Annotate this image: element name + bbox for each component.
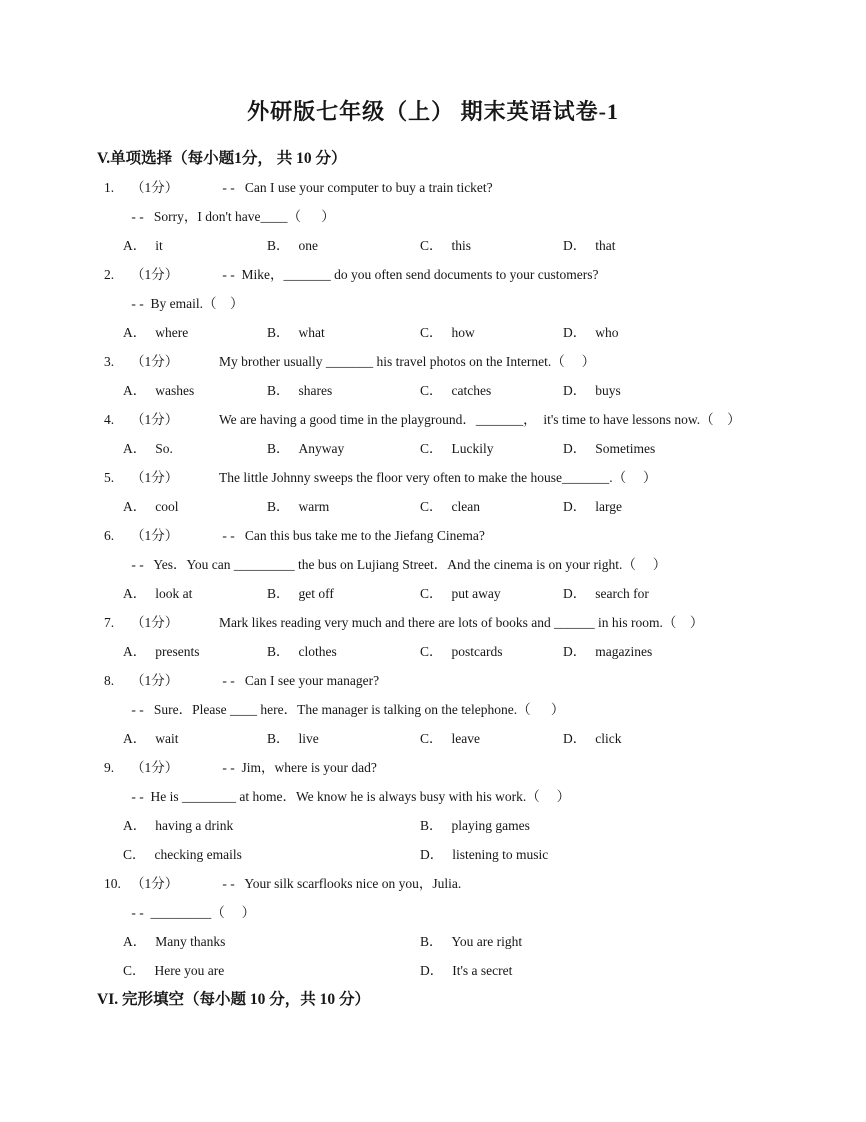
option-a xyxy=(123,492,267,521)
option-label: B． xyxy=(420,818,443,833)
option-d xyxy=(563,637,866,666)
option-d xyxy=(563,376,866,405)
option-b xyxy=(267,492,420,521)
question-3 xyxy=(0,347,866,405)
question-10 xyxy=(0,869,866,985)
option-text: get off xyxy=(298,586,334,601)
question-stem: The little Johnny sweeps the floor very often to make the house_______.（ ） xyxy=(219,470,657,485)
option-label: B． xyxy=(267,644,290,659)
question-number: 7. xyxy=(104,615,115,630)
option-label: D． xyxy=(563,441,587,456)
option-label: B． xyxy=(267,325,290,340)
option-label: D． xyxy=(420,963,444,978)
section-heading-choice: V.单项选择（每小题1分， 共 10 分） xyxy=(97,150,347,167)
option-text: wait xyxy=(155,731,179,746)
option-a xyxy=(123,811,420,840)
option-text: live xyxy=(298,731,319,746)
option-b xyxy=(267,434,420,463)
option-text: Luckily xyxy=(451,441,494,456)
question-8 xyxy=(0,666,866,753)
option-a xyxy=(123,434,267,463)
option-label: A． xyxy=(123,644,147,659)
options-row xyxy=(0,376,866,405)
question-number: 4. xyxy=(104,412,115,427)
option-label: B． xyxy=(420,934,443,949)
question-9 xyxy=(0,753,866,869)
option-label: B． xyxy=(267,586,290,601)
question-score: （1分） xyxy=(131,267,179,282)
question-5 xyxy=(0,463,866,521)
question-score: （1分） xyxy=(131,760,179,775)
option-text: clothes xyxy=(298,644,337,659)
option-c xyxy=(123,956,420,985)
question-score: （1分） xyxy=(131,673,179,688)
question-number: 3. xyxy=(104,354,115,369)
question-stem-line xyxy=(0,405,866,434)
questions-list xyxy=(0,173,866,985)
option-label: D． xyxy=(563,238,587,253)
question-score: （1分） xyxy=(131,180,179,195)
question-number: 2. xyxy=(104,267,115,282)
option-b xyxy=(267,318,420,347)
option-a xyxy=(123,376,267,405)
option-text: Anyway xyxy=(298,441,345,456)
question-7 xyxy=(0,608,866,666)
question-stem-continuation: - - Sorry，I don't have____（ ） xyxy=(128,209,335,224)
option-text: what xyxy=(298,325,325,340)
option-label: B． xyxy=(267,238,290,253)
option-label: C． xyxy=(123,963,146,978)
option-text: having a drink xyxy=(155,818,234,833)
option-d xyxy=(563,434,866,463)
question-stem-line xyxy=(0,173,866,202)
question-stem-line xyxy=(0,753,866,782)
option-d xyxy=(563,579,866,608)
question-stem-continuation: - - By email.（ ） xyxy=(128,296,244,311)
option-text: clean xyxy=(451,499,480,514)
option-label: A． xyxy=(123,731,147,746)
question-stem-line xyxy=(0,463,866,492)
option-text: this xyxy=(451,238,472,253)
option-b xyxy=(267,376,420,405)
option-a xyxy=(123,318,267,347)
question-stem: - - Can this bus take me to the Jiefang Cinema? xyxy=(219,528,485,543)
question-score: （1分） xyxy=(131,876,179,891)
option-label: D． xyxy=(420,847,444,862)
option-text: where xyxy=(155,325,189,340)
question-stem: Mark likes reading very much and there are lots of books and ______ in his room.（ ） xyxy=(219,615,704,630)
options-row xyxy=(0,811,866,840)
option-label: C． xyxy=(420,441,443,456)
option-c xyxy=(420,637,563,666)
question-score: （1分） xyxy=(131,528,179,543)
question-number: 9. xyxy=(104,760,115,775)
question-1 xyxy=(0,173,866,260)
question-2 xyxy=(0,260,866,347)
option-text: Here you are xyxy=(154,963,225,978)
option-text: look at xyxy=(155,586,193,601)
question-score: （1分） xyxy=(131,615,179,630)
option-b xyxy=(267,231,420,260)
question-number: 10. xyxy=(104,876,121,891)
options-row xyxy=(0,724,866,753)
option-a xyxy=(123,724,267,753)
option-c xyxy=(420,376,563,405)
option-label: A． xyxy=(123,238,147,253)
option-d xyxy=(420,956,866,985)
option-text: washes xyxy=(155,383,195,398)
option-text: You are right xyxy=(451,934,523,949)
option-text: that xyxy=(595,238,616,253)
option-d xyxy=(563,231,866,260)
option-text: magazines xyxy=(595,644,653,659)
option-d xyxy=(420,840,866,869)
page-title: 外研版七年级（上） 期末英语试卷-1 xyxy=(247,99,619,124)
option-label: B． xyxy=(267,441,290,456)
options-row xyxy=(0,434,866,463)
option-label: C． xyxy=(420,325,443,340)
question-stem: My brother usually _______ his travel photos on the Internet.（ ） xyxy=(219,354,596,369)
option-text: postcards xyxy=(451,644,503,659)
option-label: A． xyxy=(123,325,147,340)
option-text: it xyxy=(155,238,163,253)
option-label: D． xyxy=(563,731,587,746)
option-b xyxy=(267,637,420,666)
option-label: A． xyxy=(123,499,147,514)
question-number: 8. xyxy=(104,673,115,688)
option-d xyxy=(563,492,866,521)
option-text: buys xyxy=(595,383,621,398)
options-row xyxy=(0,231,866,260)
question-score: （1分） xyxy=(131,354,179,369)
options-row xyxy=(0,318,866,347)
question-stem-continuation: - - He is ________ at home．We know he is always busy with his work.（ ） xyxy=(128,789,571,804)
question-stem-line xyxy=(0,260,866,289)
option-label: A． xyxy=(123,818,147,833)
question-stem-continuation: - - Sure．Please ____ here．The manager is talking on the telephone.（ ） xyxy=(128,702,565,717)
options-row xyxy=(0,637,866,666)
options-row xyxy=(0,840,866,869)
option-label: D． xyxy=(563,644,587,659)
question-number: 5. xyxy=(104,470,115,485)
option-label: D． xyxy=(563,499,587,514)
option-label: C． xyxy=(420,644,443,659)
question-6 xyxy=(0,521,866,608)
question-stem-line xyxy=(0,869,866,898)
option-text: Sometimes xyxy=(595,441,656,456)
option-text: search for xyxy=(595,586,649,601)
option-label: C． xyxy=(420,238,443,253)
option-label: A． xyxy=(123,383,147,398)
question-stem: - - Your silk scarflooks nice on you，Julia. xyxy=(219,876,462,891)
option-c xyxy=(420,434,563,463)
option-label: C． xyxy=(420,586,443,601)
option-label: A． xyxy=(123,441,147,456)
option-text: playing games xyxy=(451,818,530,833)
option-a xyxy=(123,579,267,608)
options-row xyxy=(0,956,866,985)
option-text: It's a secret xyxy=(452,963,513,978)
option-label: D． xyxy=(563,383,587,398)
question-number: 6. xyxy=(104,528,115,543)
option-text: who xyxy=(595,325,619,340)
section-heading-cloze: VI. 完形填空（每小题 10 分，共 10 分） xyxy=(97,991,370,1008)
question-stem-line xyxy=(0,666,866,695)
option-c xyxy=(420,724,563,753)
option-a xyxy=(123,927,420,956)
question-stem-line xyxy=(0,608,866,637)
option-label: C． xyxy=(420,383,443,398)
option-text: checking emails xyxy=(154,847,242,862)
question-4 xyxy=(0,405,866,463)
option-c xyxy=(420,231,563,260)
option-text: leave xyxy=(451,731,480,746)
option-text: warm xyxy=(298,499,330,514)
option-c xyxy=(123,840,420,869)
question-stem: - - Jim，where is your dad? xyxy=(219,760,377,775)
option-c xyxy=(420,492,563,521)
option-d xyxy=(563,318,866,347)
option-label: C． xyxy=(420,499,443,514)
option-label: D． xyxy=(563,586,587,601)
question-stem-line xyxy=(0,347,866,376)
question-stem: We are having a good time in the playground．_______， it's time to have lessons now.（ ） xyxy=(219,412,741,427)
option-text: put away xyxy=(451,586,501,601)
question-stem: - - Mike，_______ do you often send documents to your customers? xyxy=(219,267,599,282)
option-text: presents xyxy=(155,644,200,659)
option-label: C． xyxy=(420,731,443,746)
options-row xyxy=(0,927,866,956)
option-text: how xyxy=(451,325,475,340)
question-stem: - - Can I see your manager? xyxy=(219,673,380,688)
option-text: one xyxy=(298,238,319,253)
question-stem-continuation: - - Yes．You can _________ the bus on Lujiang Street．And the cinema is on your right.（ ） xyxy=(128,557,667,572)
option-b xyxy=(420,811,866,840)
option-b xyxy=(420,927,866,956)
question-stem-continuation: - - _________（ ） xyxy=(128,905,256,920)
option-text: listening to music xyxy=(452,847,549,862)
option-text: Many thanks xyxy=(155,934,226,949)
option-a xyxy=(123,231,267,260)
question-number: 1. xyxy=(104,180,115,195)
option-text: catches xyxy=(451,383,492,398)
option-text: shares xyxy=(298,383,333,398)
option-text: click xyxy=(595,731,622,746)
option-text: So. xyxy=(155,441,173,456)
option-label: A． xyxy=(123,586,147,601)
question-stem: - - Can I use your computer to buy a train ticket? xyxy=(219,180,493,195)
question-score: （1分） xyxy=(131,412,179,427)
option-label: B． xyxy=(267,499,290,514)
option-label: D． xyxy=(563,325,587,340)
option-b xyxy=(267,579,420,608)
option-text: cool xyxy=(155,499,179,514)
question-score: （1分） xyxy=(131,470,179,485)
option-d xyxy=(563,724,866,753)
option-text: large xyxy=(595,499,622,514)
option-label: B． xyxy=(267,731,290,746)
option-a xyxy=(123,637,267,666)
option-c xyxy=(420,579,563,608)
option-label: A． xyxy=(123,934,147,949)
options-row xyxy=(0,492,866,521)
option-label: B． xyxy=(267,383,290,398)
options-row xyxy=(0,579,866,608)
option-label: C． xyxy=(123,847,146,862)
option-b xyxy=(267,724,420,753)
option-c xyxy=(420,318,563,347)
question-stem-line xyxy=(0,521,866,550)
